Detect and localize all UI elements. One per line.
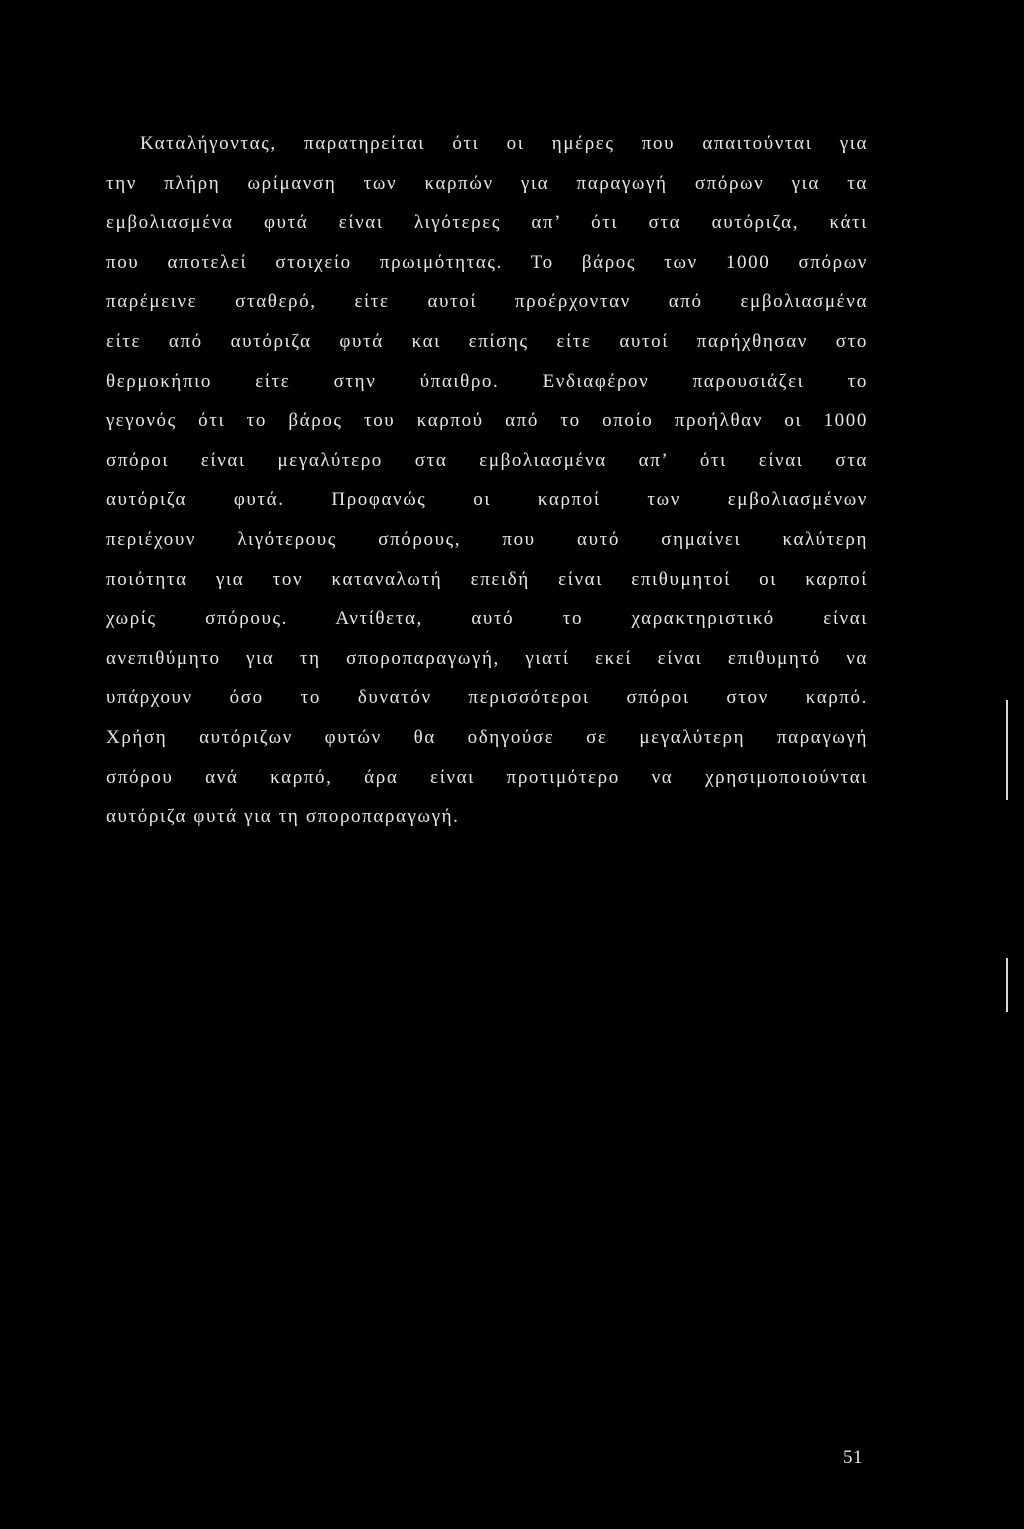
paragraph-line: υπάρχουν όσο το δυνατόν περισσότεροι σπόροι στον καρπό. [106, 687, 868, 709]
paragraph-line: Χρήση αυτόριζων φυτών θα οδηγούσε σε μεγαλύτερη παραγωγή [106, 726, 868, 748]
paragraph-line: την πλήρη ωρίμανση των καρπών για παραγωγή σπόρων για τα [106, 172, 868, 194]
paragraph-line: ανεπιθύμητο για τη σποροπαραγωγή, γιατί εκεί είναι επιθυμητό να [106, 647, 868, 669]
page-number: 51 [843, 1447, 863, 1468]
paragraph-line: γεγονός ότι το βάρος του καρπού από το οποίο προήλθαν οι 1000 [106, 410, 868, 432]
paragraph-line: περιέχουν λιγότερους σπόρους, που αυτό σημαίνει καλύτερη [106, 528, 868, 550]
paragraph-line: που αποτελεί στοιχείο πρωιμότητας. Το βάρος των 1000 σπόρων [106, 251, 868, 273]
margin-rule [1006, 700, 1008, 800]
paragraph-line: είτε από αυτόριζα φυτά και επίσης είτε αυτοί παρήχθησαν στο [106, 330, 868, 352]
body-paragraph [106, 124, 868, 837]
paragraph-line: αυτόριζα φυτά για τη σποροπαραγωγή. [106, 806, 460, 828]
margin-rule [1006, 958, 1008, 1012]
paragraph-line: εμβολιασμένα φυτά είναι λιγότερες απ’ ότι στα αυτόριζα, κάτι [106, 212, 868, 234]
paragraph-line: ποιότητα για τον καταναλωτή επειδή είναι επιθυμητοί οι καρποί [106, 568, 868, 590]
paragraph-line: Καταλήγοντας, παρατηρείται ότι οι ημέρες που απαιτούνται για [140, 133, 868, 154]
paragraph-line: αυτόριζα φυτά. Προφανώς οι καρποί των εμβολιασμένων [106, 489, 868, 511]
paragraph-line: χωρίς σπόρους. Αντίθετα, αυτό το χαρακτηριστικό είναι [106, 608, 868, 630]
paragraph-line: θερμοκήπιο είτε στην ύπαιθρο. Ενδιαφέρον παρουσιάζει το [106, 370, 868, 392]
paragraph-line: σπόροι είναι μεγαλύτερο στα εμβολιασμένα απ’ ότι είναι στα [106, 449, 868, 471]
paragraph-line: σπόρου ανά καρπό, άρα είναι προτιμότερο να χρησιμοποιούνται [106, 766, 868, 788]
paragraph-line: παρέμεινε σταθερό, είτε αυτοί προέρχονταν από εμβολιασμένα [106, 291, 868, 313]
